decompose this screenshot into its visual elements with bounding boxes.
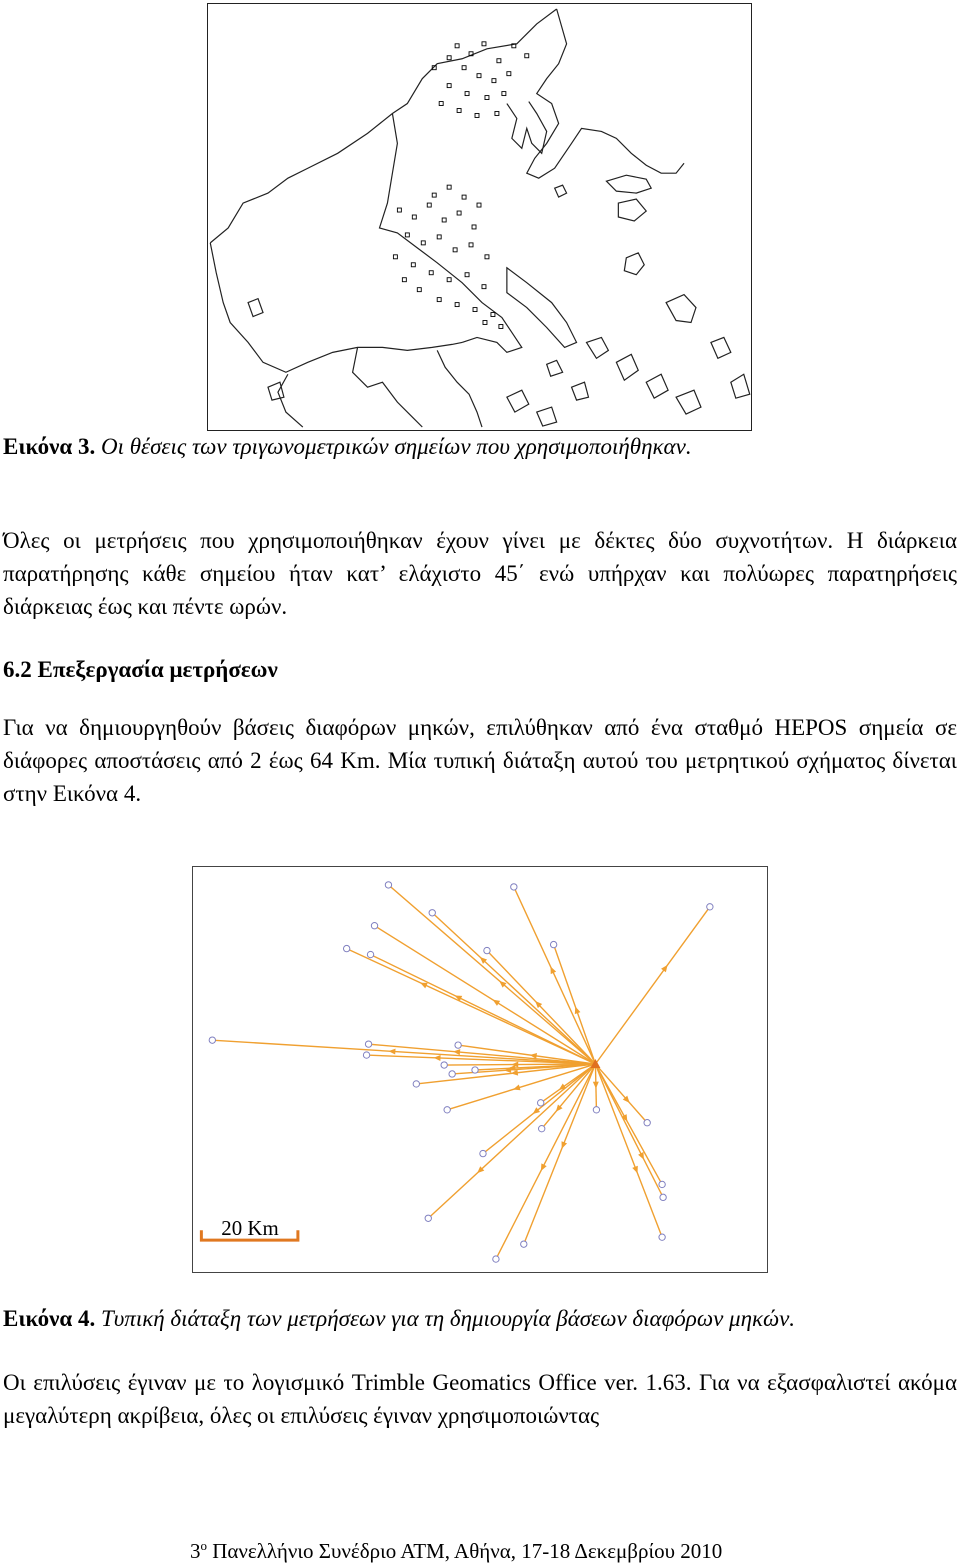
rover-point (363, 1052, 369, 1058)
baseline-ray (496, 1064, 596, 1259)
rover-point (444, 1107, 450, 1113)
paragraph-3: Οι επιλύσεις έγιναν με το λογισμικό Trimble Geomatics Office ver. 1.63. Για να εξασφαλιστεί ακόμα μεγαλύτερη ακρίβεια, όλες οι επιλύσεις έγιναν χρησιμοποιώντας (3, 1370, 957, 1428)
ray-arrow (593, 1082, 599, 1089)
rover-point (538, 1100, 544, 1106)
rover-point (455, 1042, 461, 1048)
figure4-caption-text: Τυπική διάταξη των μετρήσεων για τη δημιουργία βάσεων διαφόρων μηκών. (100, 1306, 796, 1331)
figure3-caption-text: Οι θέσεις των τριγωνομετρικών σημείων που χρησιμοποιήθηκαν. (100, 434, 692, 459)
rover-point (644, 1120, 650, 1126)
rover-point (480, 1150, 486, 1156)
baseline-ray (432, 913, 595, 1064)
figure4-caption (3, 1306, 795, 1332)
ray-arrow (511, 1070, 519, 1077)
rover-point (521, 1241, 527, 1247)
page-footer (190, 1538, 722, 1564)
rover-point (593, 1107, 599, 1113)
section-heading: 6.2 Επεξεργασία μετρήσεων (3, 657, 278, 682)
ray-arrow (632, 1166, 640, 1175)
ray-arrow (433, 1055, 440, 1061)
figure3-caption (3, 434, 692, 460)
baseline-ray (595, 907, 709, 1064)
figure3-caption-label: Εικόνα 3. (3, 434, 96, 459)
baseline-ray (595, 1064, 662, 1237)
baseline-ray (487, 951, 595, 1064)
baseline-ray (524, 1064, 596, 1244)
ray-arrow (559, 1141, 567, 1150)
baseline-ray (595, 1064, 663, 1197)
rover-point (365, 1041, 371, 1047)
rover-point (539, 1126, 545, 1132)
rover-point (425, 1215, 431, 1221)
baseline-diagram (193, 867, 767, 1272)
baseline-ray (595, 1064, 662, 1184)
rover-point (472, 1067, 478, 1073)
footer-text: Πανελλήνιο Συνέδριο ΑΤΜ, Αθήνα, 17-18 Δεκεμβρίου 2010 (207, 1539, 723, 1563)
rover-point (659, 1234, 665, 1240)
rover-point (385, 882, 391, 888)
rover-point (707, 904, 713, 910)
footer-sup: ο (200, 1538, 207, 1553)
rover-point (660, 1194, 666, 1200)
rover-point (413, 1081, 419, 1087)
baseline-ray (483, 1064, 595, 1154)
rover-point (449, 1071, 455, 1077)
baseline-ray (514, 887, 596, 1064)
baseline-ray (428, 1064, 595, 1218)
ray-arrow (572, 1006, 580, 1015)
rover-point (484, 947, 490, 953)
ray-arrow (453, 1049, 460, 1056)
greece-map (208, 4, 751, 430)
rover-point (209, 1037, 215, 1043)
baseline-ray (375, 926, 596, 1064)
rover-point (367, 951, 373, 957)
ray-arrow (512, 1085, 520, 1093)
rover-point (659, 1181, 665, 1187)
rover-point (343, 945, 349, 951)
ray-arrow (491, 997, 500, 1006)
baseline-ray (212, 1040, 595, 1064)
rover-point (511, 884, 517, 890)
baseline-ray (447, 1064, 595, 1110)
rover-point (441, 1062, 447, 1068)
scale-bar-label: 20 Km (221, 1216, 279, 1241)
ray-arrow (538, 1163, 546, 1172)
ray-arrow (388, 1048, 395, 1054)
rover-point (493, 1256, 499, 1262)
rover-point (371, 923, 377, 929)
paragraph-1: Όλες οι μετρήσεις που χρησιμοποιήθηκαν έχουν γίνει με δέκτες δύο συχνοτήτων. Η διάρκεια παρατήρησης κάθε σημείου ήταν κατ’ ελάχιστο 45΄ ενώ υπήρχαν και πολύωρες παρατηρήσεις διάρκειας έως και πέντε ωρών. (3, 528, 957, 619)
rover-point (550, 941, 556, 947)
paragraph-2: Για να δημιουργηθούν βάσεις διαφόρων μηκών, επιλύθηκαν από ένα σταθμό HEPOS σημεία σε διάφορες αποστάσεις από 2 έως 64 Km. Μία τυπική διάταξη αυτού του μετρητικού σχήματος δίνεται στην Εικόνα 4. (3, 715, 957, 806)
baseline-figure (192, 866, 768, 1273)
map-figure (207, 3, 752, 431)
footer-number: 3 (190, 1539, 201, 1563)
ray-arrow (548, 965, 556, 974)
figure4-caption-label: Εικόνα 4. (3, 1306, 96, 1331)
rover-point (429, 910, 435, 916)
